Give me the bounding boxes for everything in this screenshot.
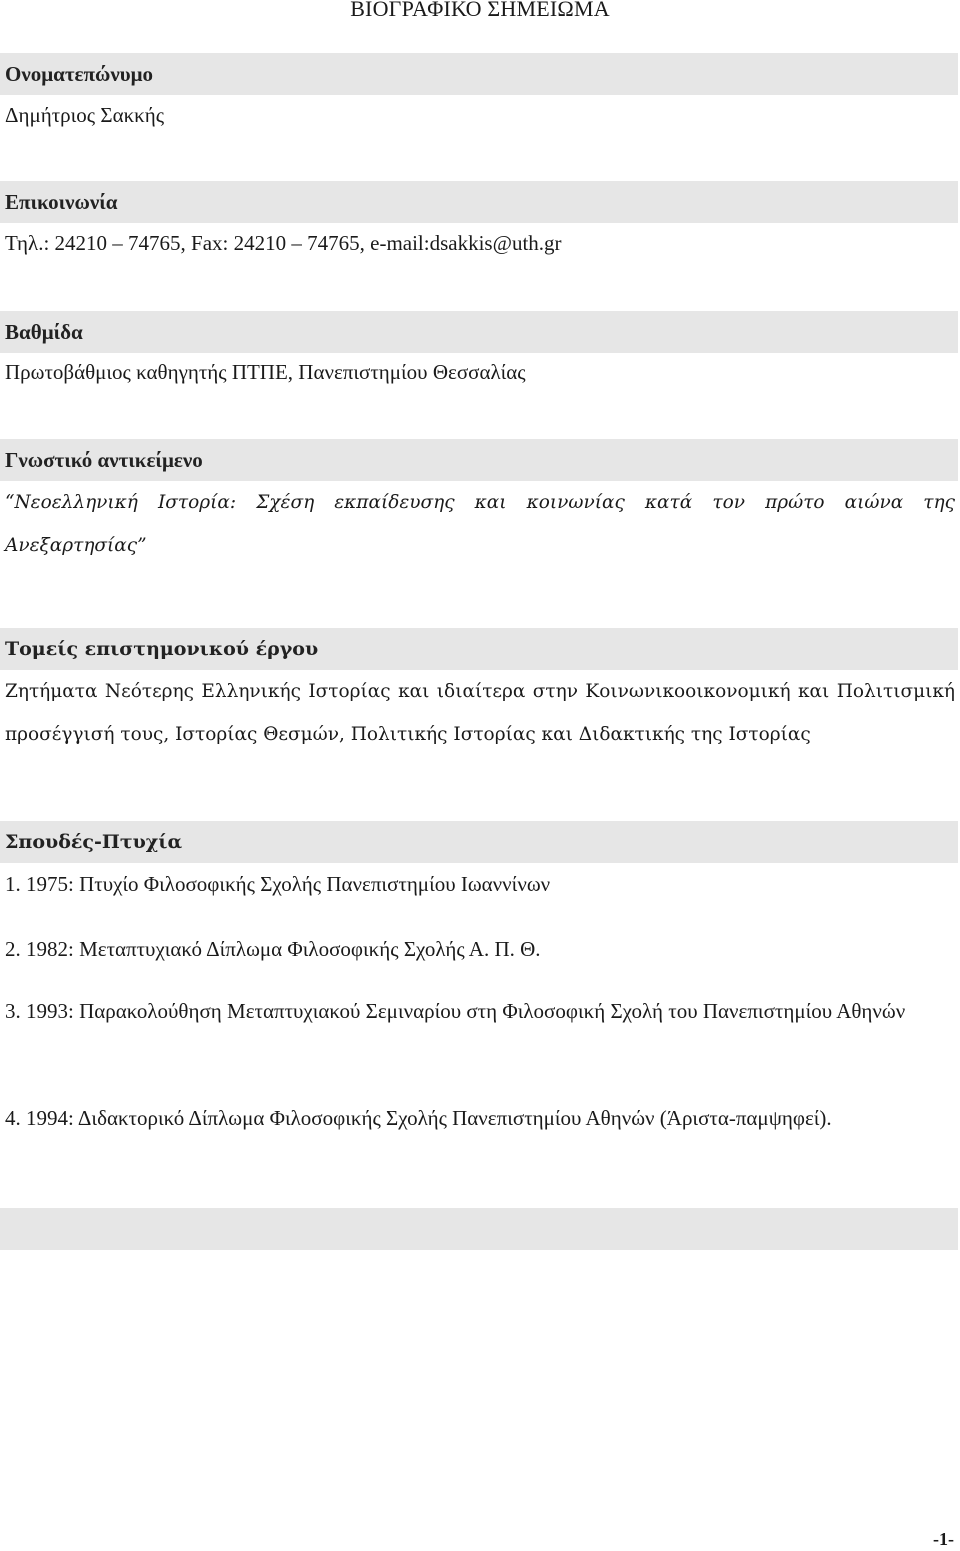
list-item: 4. 1994: Διδακτορικό Δίπλωμα Φιλοσοφικής Σχολής Πανεπιστημίου Αθηνών (Άριστα-παμψηφεί).: [5, 1106, 832, 1130]
name-value: Δημήτριος Σακκής: [5, 103, 165, 127]
fields-value: Ζητήματα Νεότερης Ελληνικής Ιστορίας και ιδιαίτερα στην Κοινωνικοοικονομική και Πολιτισμική προσέγγισή τους, Ιστορίας Θεσμών, Πολιτικής Ιστορίας και Διδακτικής της Ιστορίας: [5, 681, 955, 745]
contact-value: Τηλ.: 24210 – 74765, Fax: 24210 – 74765, e-mail:dsakkis@uth.gr: [5, 231, 562, 255]
document-title: ΒΙΟΓΡΑΦΙΚΟ ΣΗΜΕΙΩΜΑ: [350, 0, 610, 21]
section-heading-name: Ονοματεπώνυμο: [0, 53, 958, 95]
section-heading-rank: Βαθμίδα: [0, 311, 958, 353]
section-heading-subject: Γνωστικό αντικείμενο: [0, 439, 958, 481]
list-item: 2. 1982: Μεταπτυχιακό Δίπλωμα Φιλοσοφικής Σχολής Α. Π. Θ.: [5, 937, 541, 961]
section-heading-contact: Επικοινωνία: [0, 181, 958, 223]
page-number: -1-: [933, 1529, 954, 1549]
subject-value: “Νεοελληνική Ιστορία: Σχέση εκπαίδευσης και κοινωνίας κατά τον πρώτο αιώνα της Ανεξαρτησίας”: [5, 492, 955, 556]
section-heading-fields: Τομείς επιστημονικού έργου: [0, 628, 958, 670]
empty-section-bar: [0, 1208, 958, 1250]
rank-value: Πρωτοβάθμιος καθηγητής ΠΤΠΕ, Πανεπιστημίου Θεσσαλίας: [5, 360, 526, 384]
list-item: 1. 1975: Πτυχίο Φιλοσοφικής Σχολής Πανεπιστημίου Ιωαννίνων: [5, 872, 551, 896]
list-item: 3. 1993: Παρακολούθηση Μεταπτυχιακού Σεμιναρίου στη Φιλοσοφική Σχολή του Πανεπιστημίου Αθηνών: [5, 999, 906, 1023]
section-heading-studies: Σπουδές-Πτυχία: [0, 821, 958, 863]
